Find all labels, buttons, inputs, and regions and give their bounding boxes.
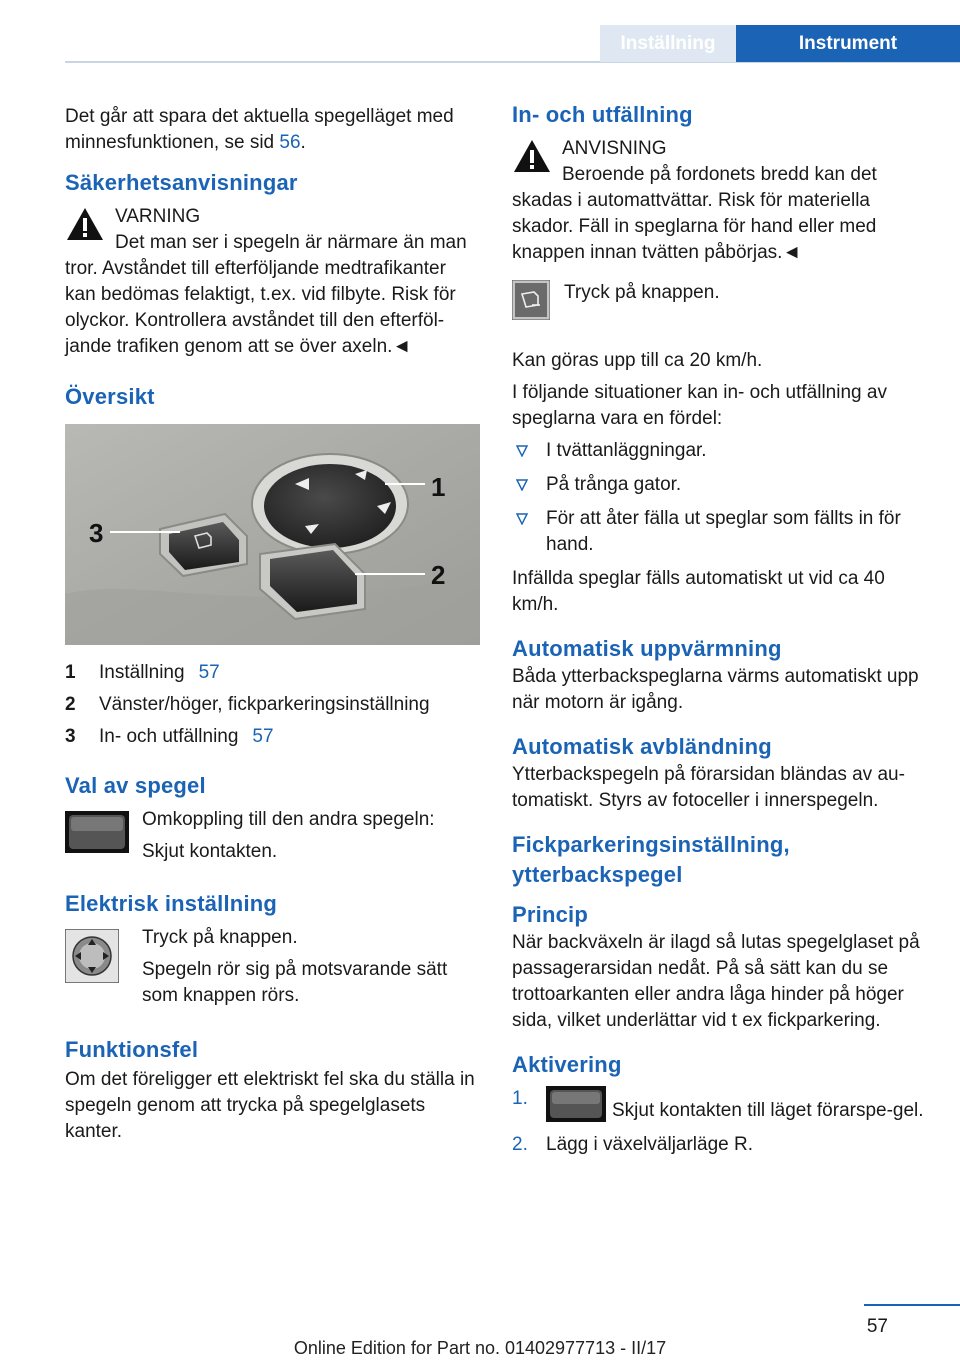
situations-text: I följande situationer kan in- och utfällning av speglarna vara en fördel:	[512, 382, 887, 429]
bullet-triangle-icon	[516, 445, 528, 457]
heading-select-mirror: Val av spegel	[65, 773, 206, 798]
bullet-text: I tvättanläggningar.	[546, 440, 707, 461]
heading-overview: Översikt	[65, 384, 155, 409]
select-line-2: Skjut kontakten.	[142, 841, 278, 862]
heating-text: Båda ytterbackspeglarna värms automatiskt upp när motorn är igång.	[512, 666, 919, 713]
intro-paragraph	[65, 104, 477, 156]
heading-fault: Funktionsfel	[65, 1037, 199, 1062]
legend-item	[65, 721, 477, 753]
legend-label: Inställning	[99, 662, 185, 683]
situations-list	[512, 438, 930, 558]
bullet-text: För att åter fälla ut speglar som fällts in för hand.	[546, 508, 901, 555]
mirror-control-photo	[65, 424, 480, 645]
rocker-switch-icon	[546, 1086, 606, 1122]
overview-legend	[65, 657, 477, 753]
legend-number: 3	[65, 726, 76, 747]
photo-callout-2: 2	[431, 560, 446, 590]
fold-mirror-button-icon	[512, 280, 550, 320]
select-line-1: Omkoppling till den andra spegeln:	[142, 809, 435, 830]
legend-number: 2	[65, 694, 76, 715]
notice-triangle-icon	[512, 138, 552, 174]
photo-callout-3: 3	[89, 518, 104, 548]
footer-rule	[864, 1304, 960, 1306]
notice-text: Beroende på fordonets bredd kan det skadas i automattvättar. Risk för materiella skador. Fäll in speglarna för hand eller med knappen innan tvätten påbörjas.◄	[512, 164, 877, 263]
legend-number: 1	[65, 662, 76, 683]
step-item	[512, 1132, 930, 1158]
fold-button-row	[512, 280, 930, 340]
heading-principle: Princip	[512, 902, 588, 927]
fault-text: Om det föreligger ett elektriskt fel ska du ställa in spegeln genom att trycka på spegelglasets kanter.	[65, 1069, 475, 1142]
speed-text: Kan göras upp till ca 20 km/h.	[512, 350, 763, 371]
legend-item	[65, 657, 477, 689]
warning-title: VARNING	[115, 206, 201, 227]
intro-text: Det går att spara det aktuella spegelläget med minnesfunktionen, se sid	[65, 106, 454, 153]
list-item	[512, 472, 930, 498]
heading-heating: Automatisk uppvärmning	[512, 636, 782, 661]
legend-page-link[interactable]: 57	[252, 726, 274, 747]
bullet-text: På trånga gator.	[546, 474, 682, 495]
heading-activation: Aktivering	[512, 1052, 622, 1077]
auto-fold-text: Infällda speglar fälls automatiskt ut vid ca 40 km/h.	[512, 568, 885, 615]
bullet-triangle-icon	[516, 479, 528, 491]
step-number: 1.	[512, 1088, 528, 1109]
page-number: 57	[866, 1316, 888, 1337]
rocker-switch-icon	[65, 811, 129, 853]
direction-pad-icon	[65, 929, 119, 983]
heading-electric: Elektrisk inställning	[65, 891, 278, 916]
notice-title: ANVISNING	[562, 138, 667, 159]
electric-line-1: Tryck på knappen.	[142, 927, 298, 948]
intro-end: .	[300, 132, 306, 153]
bullet-triangle-icon	[516, 513, 528, 525]
legend-label: In- och utfällning	[99, 726, 239, 747]
left-column	[65, 100, 477, 1151]
step-text: Lägg i växelväljarläge R.	[546, 1134, 754, 1155]
list-item	[512, 506, 930, 558]
step-item	[512, 1086, 930, 1124]
principle-text: När backväxeln är ilagd så lutas spegelglaset på passagerarsidan nedåt. På så sätt kan du se trottoarkanten eller andra låga hinder på höger sida, vilket underlättar vid t ex fickparkering.	[512, 932, 920, 1031]
page-link-56[interactable]: 56	[279, 132, 301, 153]
electric-line-2: Spegeln rör sig på motsvarande sätt som knappen rörs.	[142, 959, 448, 1006]
warning-triangle-icon	[65, 206, 105, 242]
tab-instrument[interactable]: Instrument	[736, 25, 960, 62]
edition-text: Online Edition for Part no. 01402977713 - II/17	[293, 1338, 667, 1358]
activation-steps	[512, 1086, 930, 1158]
photo-callout-1: 1	[431, 472, 446, 502]
right-column	[512, 100, 930, 1166]
heading-parking: Fickparkeringsinställning, ytterbackspegel	[512, 832, 790, 887]
legend-label: Vänster/höger, fickparkeringsinställning	[99, 694, 430, 715]
warning-text: Det man ser i spegeln är närmare än man tror. Avståndet till efterföljande medtrafikanter kan bedömas felaktigt, t.ex. vid filbyte. Risk för olyckor. Kontrollera avståndet till den efterföl-jande trafiken genom att se över axeln.◄	[65, 232, 467, 357]
legend-item	[65, 689, 477, 721]
warning-box	[65, 204, 477, 360]
press-button-text: Tryck på knappen.	[564, 282, 720, 303]
notice-box	[512, 136, 930, 266]
heading-safety: Säkerhetsanvisningar	[65, 170, 298, 195]
heading-fold: In- och utfällning	[512, 102, 693, 127]
select-mirror-row	[65, 807, 477, 867]
step-number: 2.	[512, 1134, 528, 1155]
step-text: Skjut kontakten till läget förarspe-gel.	[612, 1100, 924, 1121]
heading-dimming: Automatisk avbländning	[512, 734, 772, 759]
dimming-text: Ytterbackspegeln på förarsidan bländas av au-tomatiskt. Styrs av fotoceller i innerspegeln.	[512, 764, 905, 811]
list-item	[512, 438, 930, 464]
electric-row	[65, 925, 477, 1009]
legend-page-link[interactable]: 57	[198, 662, 220, 683]
tab-installning[interactable]: Inställning	[600, 25, 736, 62]
